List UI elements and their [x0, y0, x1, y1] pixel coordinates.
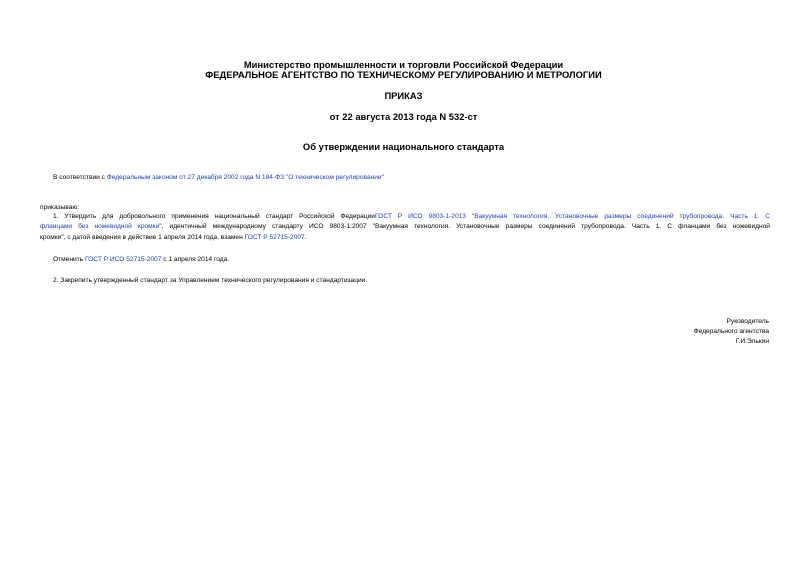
item1-line2: [40, 222, 770, 232]
agency-title: ФЕДЕРАЛЬНОЕ АГЕНТСТВО ПО ТЕХНИЧЕСКОМУ РЕГУЛИРОВАНИЮ И МЕТРОЛОГИИ: [205, 69, 602, 80]
gost-iso-52715-link[interactable]: ГОСТ Р ИСО 52715-2007: [84, 256, 162, 263]
preamble-prefix: В соответствии с: [53, 174, 107, 181]
item2: 2. Закрепить утвержденный стандарт за Управлением технического регулирования и стандартизации.: [53, 277, 368, 284]
document-subject: Об утверждении национального стандарта: [302, 141, 505, 152]
ministry-title: Министерство промышленности и торговли Российской Федерации: [243, 59, 564, 70]
signature-agency: Федерального агентства: [693, 328, 769, 335]
order-word: приказываю:: [40, 204, 80, 211]
gost-9803-link-cont[interactable]: фланцами без ножевидной кромки: [40, 223, 160, 230]
item1-line3: [40, 233, 307, 242]
item1-line3-text: кромки", с датой введения в действие 1 апреля 2014 года, взамен: [40, 234, 245, 241]
gost-52715-link[interactable]: ГОСТ Р 52715-2007: [244, 234, 305, 241]
document-date: от 22 августа 2013 года N 532-ст: [329, 111, 478, 122]
gost-9803-link[interactable]: ГОСТ Р ИСО 9803-1-2013 "Вакуумная технология. Установочные размеры соединений трубопровода. Часть 1. С: [374, 213, 770, 220]
item1-line2-text: ", идентичный международному стандарту ИСО 9803-1:2007 "Вакуумная технология. Установочные размеры соединений трубопровода. Часть 1. С фланцами без ножевидной: [159, 223, 770, 230]
document-type: ПРИКАЗ: [384, 90, 423, 101]
signature-name: Г.И.Элькин: [735, 338, 769, 345]
signature-title: Руководитель: [726, 318, 769, 325]
federal-law-link[interactable]: Федеральным законом от 27 декабря 2002 года N 184-ФЗ "О техническом регулировании": [106, 174, 384, 181]
preamble: [53, 173, 384, 182]
cancel-suffix: с 1 апреля 2014 года.: [161, 256, 230, 263]
cancel-prefix: Отменить: [53, 256, 85, 263]
item1-line1-text: 1. Утвердить для добровольного применения национальный стандарт Российской Федерации: [53, 213, 375, 220]
cancel-paragraph: [53, 255, 229, 264]
item1-line3-end: .: [304, 234, 307, 241]
item1-line1: [53, 212, 770, 222]
